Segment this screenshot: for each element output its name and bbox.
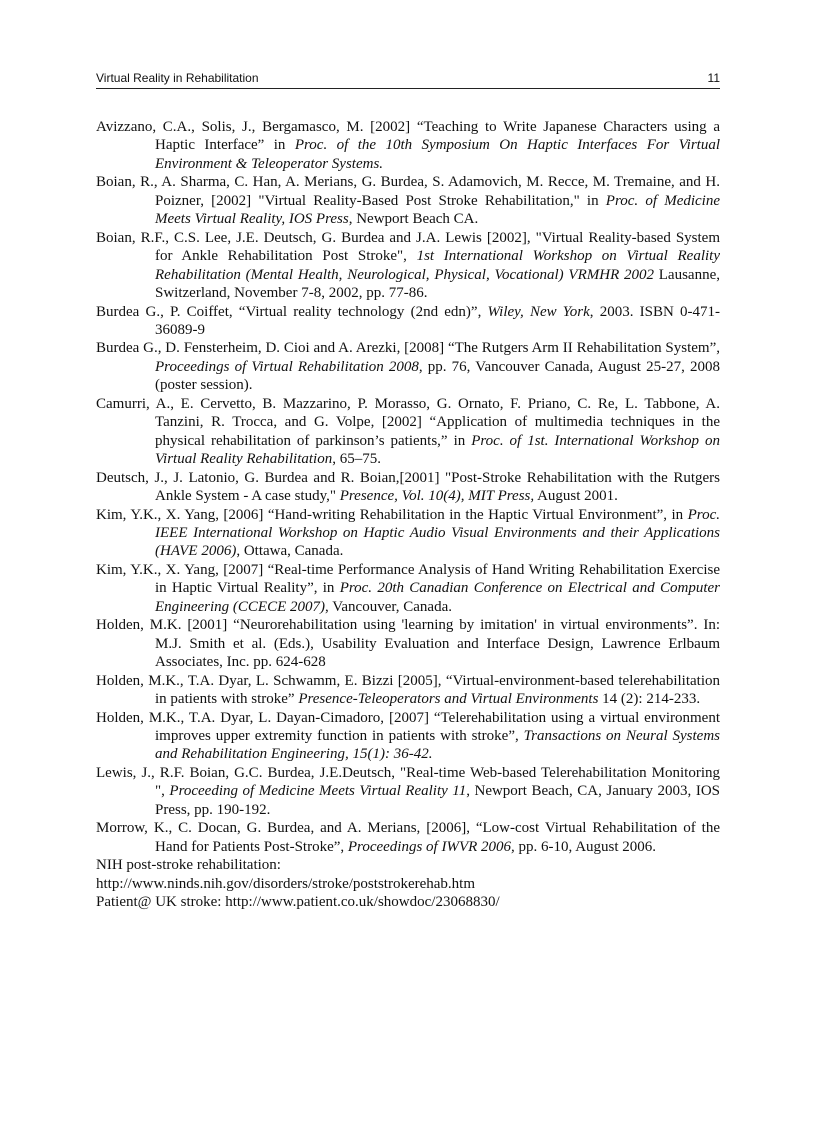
reference-entry: Camurri, A., E. Cervetto, B. Mazzarino, P. Morasso, G. Ornato, F. Priano, C. Re, L. Tabbone, A. Tanzini, R. Trocca, and G. Volpe, [2002] “Application of multimedia techniques in the physical rehabilitation of parkinson’s patients,” in Proc. of 1st. International Workshop on Virtual Reality Rehabilitation, 65–75.	[96, 395, 720, 468]
reference-entry: Deutsch, J., J. Latonio, G. Burdea and R. Boian,[2001] "Post-Stroke Rehabilitation with the Rutgers Ankle System - A case study," Presence, Vol. 10(4), MIT Press, August 2001.	[96, 469, 720, 505]
page-number: 11	[707, 71, 720, 85]
header-rule	[96, 88, 720, 89]
reference-list	[96, 118, 720, 911]
reference-entry: Avizzano, C.A., Solis, J., Bergamasco, M. [2002] “Teaching to Write Japanese Characters using a Haptic Interface” in Proc. of the 10th Symposium On Haptic Interfaces For Virtual Environment & Teleoperator Systems.	[96, 119, 720, 172]
reference-entry: Boian, R.F., C.S. Lee, J.E. Deutsch, G. Burdea and J.A. Lewis [2002], "Virtual Reality-based System for Ankle Rehabilitation Post Stroke", 1st International Workshop on Virtual Reality Rehabilitation (Mental Health, Neurological, Physical, Vocational) VRMHR 2002 Lausanne, Switzerland, November 7-8, 2002, pp. 77-86.	[96, 229, 720, 302]
reference-entry: Holden, M.K., T.A. Dyar, L. Dayan-Cimadoro, [2007] “Telerehabilitation using a virtual environment improves upper extremity function in patients with stroke”, Transactions on Neural Systems and Rehabilitation Engineering, 15(1): 36-42.	[96, 709, 720, 763]
reference-entry: Burdea G., P. Coiffet, “Virtual reality technology (2nd edn)”, Wiley, New York, 2003. ISBN 0-471-36089-9	[96, 303, 720, 338]
reference-entry: Morrow, K., C. Docan, G. Burdea, and A. Merians, [2006], “Low-cost Virtual Rehabilitation of the Hand for Patients Post-Stroke”, Proceedings of IWVR 2006, pp. 6-10, August 2006.	[96, 820, 720, 855]
patient-uk-link[interactable]: Patient@ UK stroke: http://www.patient.co.uk/showdoc/23068830/	[96, 894, 500, 911]
running-title: Virtual Reality in Rehabilitation	[96, 71, 259, 85]
reference-entry: Holden, M.K. [2001] “Neurorehabilitation using 'learning by imitation' in virtual environments”. In: M.J. Smith et al. (Eds.), Usability Evaluation and Interface Design, Lawrence Erlbaum Associates, Inc. pp. 624-628	[96, 617, 720, 671]
reference-entry: Burdea G., D. Fensterheim, D. Cioi and A. Arezki, [2008] “The Rutgers Arm II Rehabilitation System”, Proceedings of Virtual Rehabilitation 2008, pp. 76, Vancouver Canada, August 25-27, 2008 (poster session).	[96, 340, 720, 394]
reference-entry: Boian, R., A. Sharma, C. Han, A. Merians, G. Burdea, S. Adamovich, M. Recce, M. Tremaine, and H. Poizner, [2002] "Virtual Reality-Based Post Stroke Rehabilitation," in Proc. of Medicine Meets Virtual Reality, IOS Press, Newport Beach CA.	[96, 174, 720, 228]
reference-entry: Kim, Y.K., X. Yang, [2006] “Hand-writing Rehabilitation in the Haptic Virtual Environment”, in Proc. IEEE International Workshop on Haptic Audio Visual Environments and their Applications (HAVE 2006), Ottawa, Canada.	[96, 506, 720, 560]
nih-url-link[interactable]: http://www.ninds.nih.gov/disorders/stroke/poststrokerehab.htm	[96, 875, 475, 892]
reference-entry: Lewis, J., R.F. Boian, G.C. Burdea, J.E.Deutsch, "Real-time Web-based Telerehabilitation Monitoring ", Proceeding of Medicine Meets Virtual Reality 11, Newport Beach, CA, January 2003, IOS Press, pp. 190-192.	[96, 764, 720, 818]
reference-entry: Kim, Y.K., X. Yang, [2007] “Real-time Performance Analysis of Hand Writing Rehabilitation Exercise in Haptic Virtual Reality”, in Proc. 20th Canadian Conference on Electrical and Computer Engineering (CCECE 2007), Vancouver, Canada.	[96, 561, 720, 615]
reference-entry: Holden, M.K., T.A. Dyar, L. Schwamm, E. Bizzi [2005], “Virtual-environment-based telerehabilitation in patients with stroke” Presence-Teleoperators and Virtual Environments 14 (2): 214-233.	[96, 672, 720, 708]
nih-label: NIH post-stroke rehabilitation:	[96, 857, 281, 874]
running-header	[96, 71, 720, 85]
